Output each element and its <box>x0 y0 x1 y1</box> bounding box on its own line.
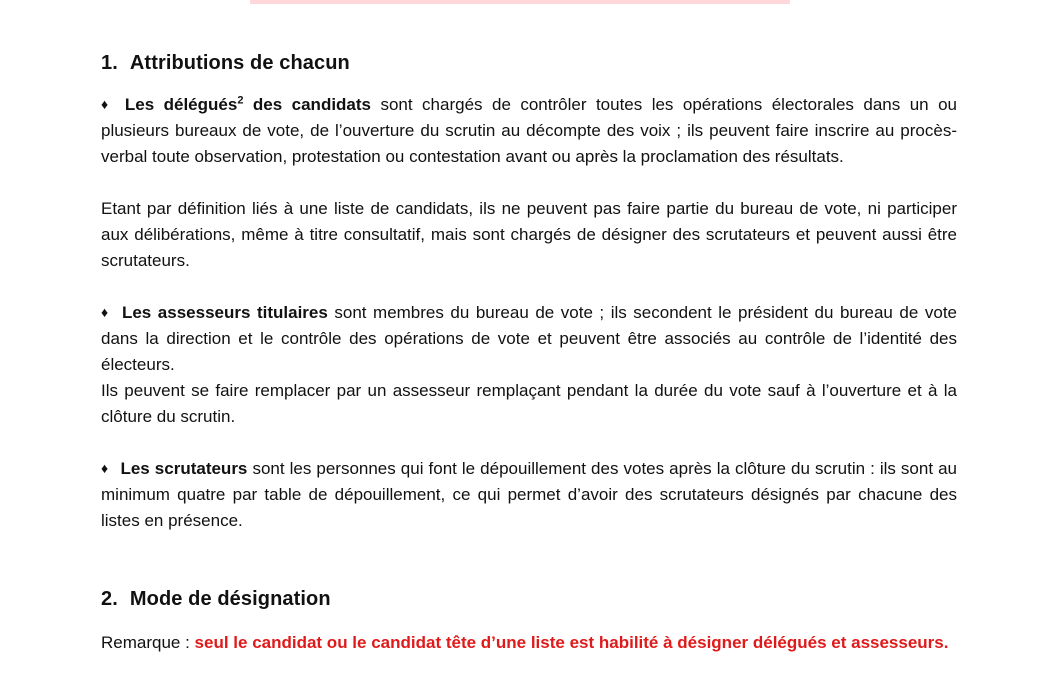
scrutateurs-label: Les scrutateurs <box>120 459 248 478</box>
paragraph-assesseurs <box>101 300 957 378</box>
paragraph-scrutateurs <box>101 456 957 534</box>
assesseurs-text-2: Ils peuvent se faire remplacer par un assesseur remplaçant pendant la durée du vote sauf à l’ouverture et à la clôture du scrutin. <box>101 381 957 426</box>
paragraph-delegues <box>101 92 957 170</box>
remarque-label: Remarque : <box>101 633 195 652</box>
delegues-label: Les délégués <box>124 95 238 114</box>
document-page <box>101 0 957 675</box>
section-number: 2. <box>101 588 118 610</box>
assesseurs-text: sont membres du bureau de vote ; ils secondent le président du bureau de vote dans la direction et le contrôle des opérations de vote et peuvent être associés au contrôle de l’identité des électeurs. <box>101 303 957 374</box>
section-heading-designation <box>101 588 331 611</box>
section-number: 1. <box>101 52 118 74</box>
assesseurs-label: Les assesseurs titulaires <box>121 303 328 322</box>
section-title: Attributions de chacun <box>129 52 350 74</box>
paragraph-assesseurs-continued <box>101 378 957 430</box>
diamond-bullet-icon: ♦ <box>101 304 110 320</box>
scrutateurs-text: sont les personnes qui font le dépouillement des votes après la clôture du scrutin : ils sont au minimum quatre par table de dépouillement, ce qui permet d’avoir des scrutateurs désignés par chacune des listes en présence. <box>101 459 958 530</box>
footnote-reference[interactable]: 2 <box>237 94 244 107</box>
paragraph-remarque <box>101 630 957 656</box>
delegues-text: sont chargés de contrôler toutes les opérations électorales dans un ou plusieurs bureaux de vote, de l’ouverture du scrutin au décompte des voix ; ils peuvent faire inscrire au procès-verbal toute observation, protestation ou contestation avant ou après la proclamation des résultats. <box>101 95 957 166</box>
delegues-text-2: Etant par définition liés à une liste de candidats, ils ne peuvent pas faire partie du bureau de vote, ni participer aux délibérations, même à titre consultatif, mais sont chargés de désigner des scrutateurs et peuvent aussi être scrutateurs. <box>101 199 957 270</box>
section-heading-attributions <box>101 52 350 75</box>
remarque-highlight: seul le candidat ou le candidat tête d’une liste est habilité à désigner délégués et assesseurs. <box>194 633 949 652</box>
delegues-label-suffix: des candidats <box>243 95 372 114</box>
diamond-bullet-icon: ♦ <box>101 96 113 112</box>
paragraph-delegues-continued <box>101 196 957 274</box>
section-title: Mode de désignation <box>129 588 331 610</box>
diamond-bullet-icon: ♦ <box>101 460 109 476</box>
